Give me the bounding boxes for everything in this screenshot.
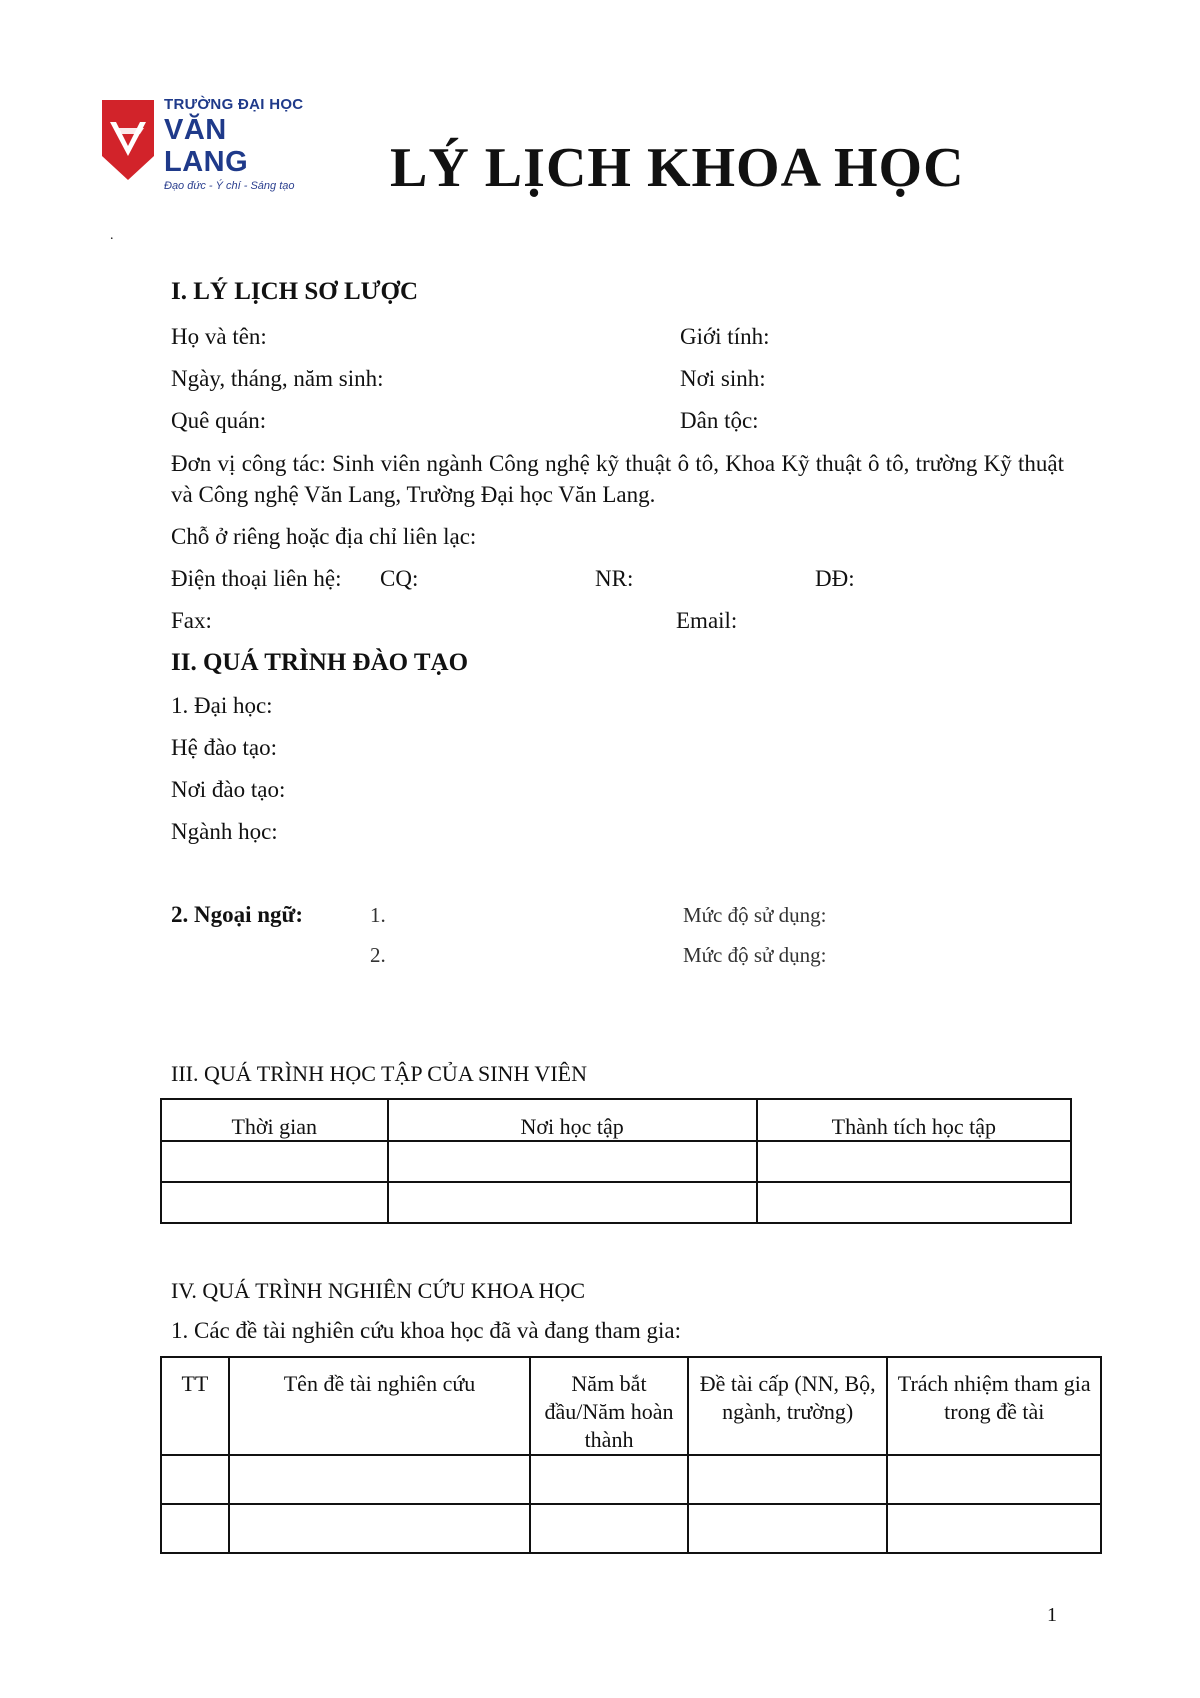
table-header-row bbox=[161, 1099, 1071, 1141]
page-title: LÝ LỊCH KHOA HỌC bbox=[390, 137, 965, 199]
study-history-table bbox=[160, 1098, 1072, 1224]
logo-line-name: VĂN LANG bbox=[164, 114, 249, 178]
table-header-row bbox=[161, 1357, 1101, 1455]
phone-cq-label: CQ: bbox=[380, 566, 419, 591]
logo-line-motto: Đạo đức - Ý chí - Sáng tạo bbox=[164, 180, 295, 192]
table-cell[interactable] bbox=[530, 1504, 688, 1553]
table-row bbox=[161, 1504, 1101, 1553]
fax-label: Fax: bbox=[171, 608, 212, 633]
table-cell[interactable] bbox=[161, 1504, 229, 1553]
table-cell[interactable] bbox=[229, 1455, 530, 1504]
column-header-time: Thời gian bbox=[161, 1099, 388, 1141]
name-label: Họ và tên: bbox=[171, 324, 267, 349]
table-cell[interactable] bbox=[688, 1455, 888, 1504]
dob-label: Ngày, tháng, năm sinh: bbox=[171, 366, 384, 391]
section-3-heading: III. QUÁ TRÌNH HỌC TẬP CỦA SINH VIÊN bbox=[171, 1061, 587, 1086]
training-place-label: Nơi đào tạo: bbox=[171, 777, 286, 802]
column-header-responsibility: Trách nhiệm tham gia trong đề tài bbox=[887, 1357, 1101, 1455]
table-cell[interactable] bbox=[757, 1141, 1071, 1182]
language-1-level-label: Mức độ sử dụng: bbox=[683, 903, 827, 927]
phone-dd-label: DĐ: bbox=[815, 566, 855, 591]
hometown-label: Quê quán: bbox=[171, 408, 267, 433]
column-header-level: Đề tài cấp (NN, Bộ, ngành, trường) bbox=[688, 1357, 888, 1455]
table-cell[interactable] bbox=[229, 1504, 530, 1553]
table-cell[interactable] bbox=[388, 1141, 757, 1182]
table-cell[interactable] bbox=[388, 1182, 757, 1223]
column-header-index: TT bbox=[161, 1357, 229, 1455]
section-4-heading: IV. QUÁ TRÌNH NGHIÊN CỨU KHOA HỌC bbox=[171, 1278, 586, 1303]
section-4-subheading: 1. Các đề tài nghiên cứu khoa học đã và đang tham gia: bbox=[171, 1318, 681, 1343]
language-1-index: 1. bbox=[370, 903, 386, 927]
logo-shield-icon bbox=[100, 98, 156, 182]
language-label: 2. Ngoại ngữ: bbox=[171, 902, 304, 927]
logo-text bbox=[164, 96, 314, 194]
gender-label: Giới tính: bbox=[680, 324, 770, 349]
column-header-project-name: Tên đề tài nghiên cứu bbox=[229, 1357, 530, 1455]
phone-nr-label: NR: bbox=[595, 566, 634, 591]
table-cell[interactable] bbox=[161, 1455, 229, 1504]
address-label: Chỗ ở riêng hoặc địa chỉ liên lạc: bbox=[171, 524, 477, 549]
university-logo bbox=[100, 96, 310, 192]
table-cell[interactable] bbox=[887, 1455, 1101, 1504]
table-row bbox=[161, 1182, 1071, 1223]
ethnicity-label: Dân tộc: bbox=[680, 408, 759, 433]
table-cell[interactable] bbox=[161, 1182, 388, 1223]
workplace-text: Đơn vị công tác: Sinh viên ngành Công nghệ kỹ thuật ô tô, Khoa Kỹ thuật ô tô, trường Kỹ thuật và Công nghệ Văn Lang, Trường Đại học Văn Lang. bbox=[171, 451, 1064, 507]
language-2-level-label: Mức độ sử dụng: bbox=[683, 943, 827, 967]
column-header-achievement: Thành tích học tập bbox=[757, 1099, 1071, 1141]
table-row bbox=[161, 1455, 1101, 1504]
column-header-years: Năm bắt đầu/Năm hoàn thành bbox=[530, 1357, 688, 1455]
university-label: 1. Đại học: bbox=[171, 693, 273, 718]
section-2-heading: II. QUÁ TRÌNH ĐÀO TẠO bbox=[171, 649, 469, 676]
email-label: Email: bbox=[676, 608, 738, 633]
major-label: Ngành học: bbox=[171, 819, 278, 844]
research-projects-table bbox=[160, 1356, 1102, 1554]
table-cell[interactable] bbox=[530, 1455, 688, 1504]
table-cell[interactable] bbox=[887, 1504, 1101, 1553]
birthplace-label: Nơi sinh: bbox=[680, 366, 766, 391]
table-cell[interactable] bbox=[161, 1141, 388, 1182]
language-2-index: 2. bbox=[370, 943, 386, 967]
table-row bbox=[161, 1141, 1071, 1182]
page-number: 1 bbox=[1047, 1604, 1057, 1626]
column-header-place: Nơi học tập bbox=[388, 1099, 757, 1141]
phone-label: Điện thoại liên hệ: bbox=[171, 566, 342, 591]
table-cell[interactable] bbox=[688, 1504, 888, 1553]
section-1-heading: I. LÝ LỊCH SƠ LƯỢC bbox=[171, 278, 419, 305]
table-cell[interactable] bbox=[757, 1182, 1071, 1223]
logo-line-school: TRƯỜNG ĐẠI HỌC bbox=[164, 96, 304, 113]
stray-mark: . bbox=[110, 228, 114, 243]
training-system-label: Hệ đào tạo: bbox=[171, 735, 278, 760]
